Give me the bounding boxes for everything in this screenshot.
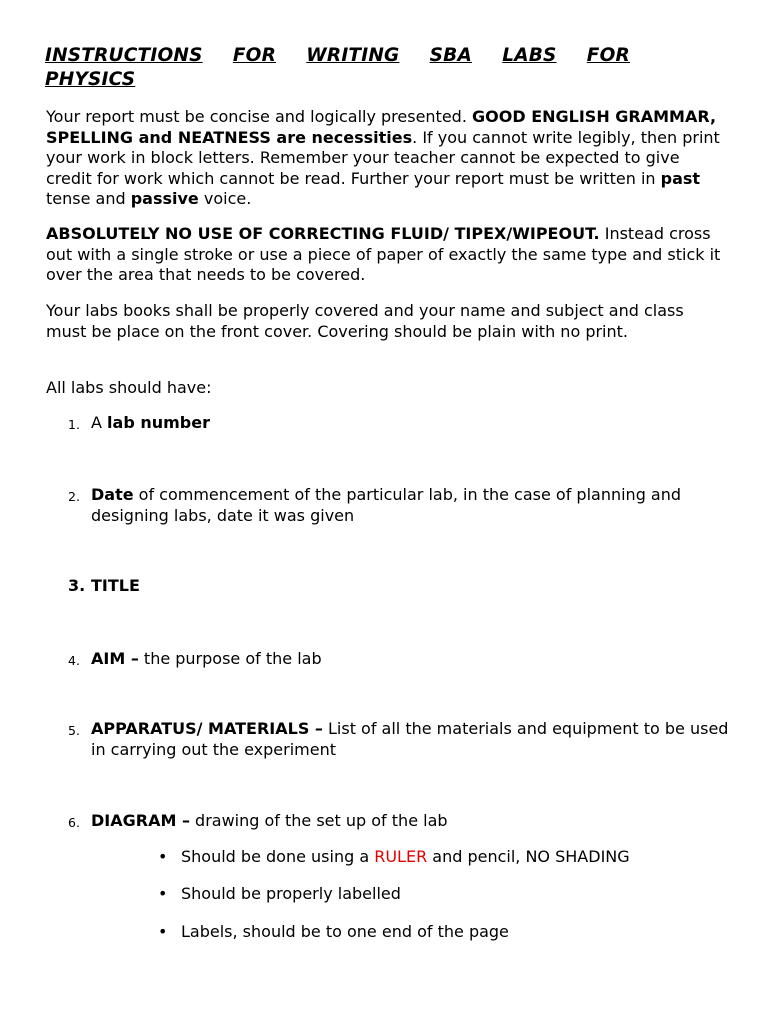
title-word: LABS [502, 45, 557, 66]
list-number: 3. [68, 576, 86, 595]
title-line-1 [45, 44, 630, 68]
bullet-item-labels: • Labels, should be to one end of the page [158, 922, 509, 941]
document-title [45, 44, 630, 92]
highlight-ruler: RULER [374, 847, 428, 866]
list-item-apparatus: 5. APPARATUS/ MATERIALS – List of all the materials and equipment to be used in carrying out the experiment [46, 719, 736, 760]
lab-book-paragraph: Your labs books shall be properly covered and your name and subject and class must be place on the front cover. Covering should be plain with no print. [46, 301, 684, 341]
list-number: 6. [68, 815, 80, 830]
list-item-diagram: 6. DIAGRAM – drawing of the set up of the lab [46, 811, 736, 834]
list-number: 4. [68, 653, 80, 668]
list-number: 5. [68, 723, 80, 738]
list-number: 1. [68, 417, 80, 432]
bullet-item-ruler: • Should be done using a RULER and pencil, NO SHADING [158, 847, 630, 866]
intro-paragraph: Your report must be concise and logically presented. GOOD ENGLISH GRAMMAR, SPELLING and NEATNESS are necessities. If you cannot write legibly, then print your work in block letters. Remember your teacher cannot be expected to give credit for work which cannot be read. Further your report must be written in past tense and passive voice. [46, 107, 720, 208]
title-line-2: PHYSICS [45, 69, 136, 90]
title-word: SBA [429, 45, 472, 66]
title-word: WRITING [306, 45, 400, 66]
bullet-icon: • [158, 884, 168, 903]
title-word: INSTRUCTIONS [45, 45, 203, 66]
list-item-lab-number: 1. A lab number [46, 413, 736, 436]
list-item-date: 2. Date of commencement of the particular lab, in the case of planning and designing labs, date it was given [46, 485, 736, 526]
list-item-title: 3. TITLE [46, 576, 736, 597]
bullet-icon: • [158, 922, 168, 941]
list-number: 2. [68, 489, 80, 504]
bullet-icon: • [158, 847, 168, 866]
title-word: FOR [232, 45, 277, 66]
list-item-aim: 4. AIM – the purpose of the lab [46, 649, 736, 672]
title-word: FOR [586, 45, 630, 66]
correction-paragraph: ABSOLUTELY NO USE OF CORRECTING FLUID/ TIPEX/WIPEOUT. Instead cross out with a single stroke or use a piece of paper of exactly the same type and stick it over the area that needs to be covered. [46, 224, 721, 284]
bullet-item-labelled: • Should be properly labelled [158, 884, 401, 903]
list-intro: All labs should have: [46, 378, 212, 397]
